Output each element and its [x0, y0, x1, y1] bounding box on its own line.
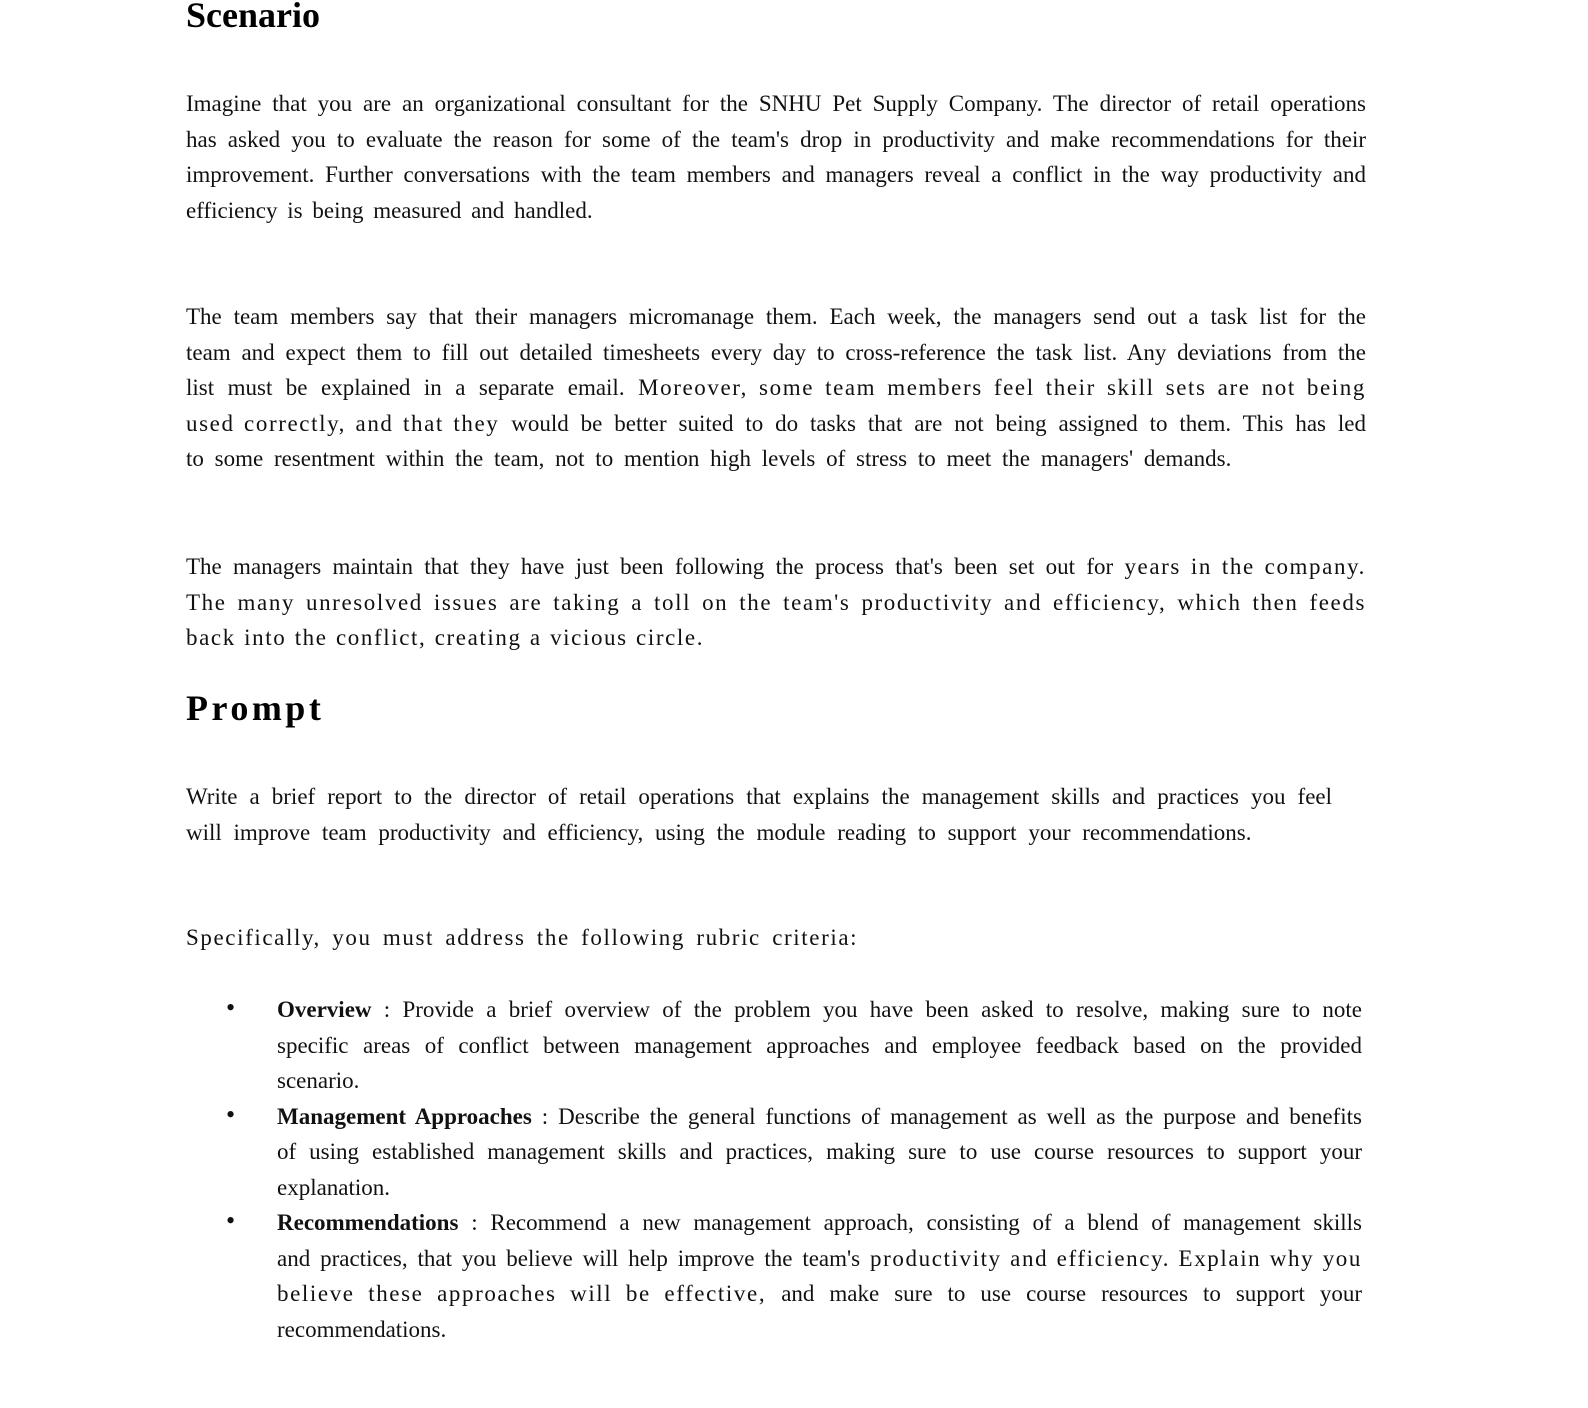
criteria-text: : Describe the general functions of management as well as the purpose and benefits of using established management skills and practices, making sure to use course resources to support your explanation. — [277, 1103, 1363, 1200]
criteria-text: : Provide a brief overview of the problem you have been asked to resolve, making sure to note specific areas of conflict between management approaches and employee feedback based on the provided scenario. — [277, 997, 1363, 1093]
scenario-paragraph-2-part-a: The team members say that their managers micromanage them. Each week, the managers send out a task list for the team and expect them to fill out detailed timesheets every day to cross-reference the task list. Any deviations from the list must be explained in a separate email. — [186, 304, 1366, 400]
prompt-paragraph-1: Write a brief report to the director of retail operations that explains the management skills and practices you feel will improve team productivity and efficiency, using the module reading to support your recommendations. — [186, 784, 1332, 845]
scenario-paragraph-3-part-a: The managers maintain that they have just been following the process that's been set out for — [186, 554, 1114, 579]
criteria-text-part-b: productivity and efficiency. Explain why you believe these approaches will be effective, — [277, 1245, 1362, 1306]
bullet-icon: • — [226, 1099, 236, 1129]
criteria-title: Overview — [277, 997, 372, 1022]
prompt-heading: Prompt — [186, 688, 325, 728]
rubric-criteria-list — [186, 992, 1386, 1347]
criteria-text-part-c: and make sure to use course resources to support your recommendations. — [277, 1281, 1363, 1342]
scenario-heading: Scenario — [186, 0, 320, 35]
bullet-icon: • — [226, 1206, 236, 1235]
scenario-paragraph-1: Imagine that you are an organizational consultant for the SNHU Pet Supply Company. The director of retail operations has asked you to evaluate the reason for some of the team's drop in productivity and make recommendations for their improvement. Further conversations with the team members and managers reveal a conflict in the way productivity and efficiency is being measured and handled. — [186, 91, 1366, 223]
criteria-title: Recommendations — [277, 1210, 459, 1235]
criteria-item-recommendations — [186, 1205, 1362, 1347]
scenario-paragraph-2-part-c: would be better suited to do tasks that are not being assigned to them. This has led to some resentment within the team, not to mention high levels of stress to meet the managers' demands. — [186, 410, 1366, 471]
criteria-item-overview — [186, 992, 1362, 1099]
scenario-paragraph-3-part-b: years in the company. The many unresolved issues are taking a toll on the team's productivity and efficiency, which then feeds back into the conflict, creating a vicious circle. — [186, 554, 1367, 650]
criteria-item-management-approaches — [186, 1099, 1362, 1206]
prompt-paragraph-2: Specifically, you must address the following rubric criteria: — [186, 925, 859, 950]
scenario-paragraph-2 — [186, 299, 1366, 477]
bullet-icon: • — [226, 993, 236, 1022]
scenario-paragraph-3 — [186, 549, 1366, 656]
criteria-title: Management Approaches — [277, 1103, 532, 1129]
criteria-text-part-a: : Recommend a new management approach, consisting of a blend of management skills and practices, that you believe will help improve the team's — [277, 1210, 1363, 1271]
scenario-paragraph-2-part-b: Moreover, some team members feel their skill sets are not being used correctly, and that they — [186, 375, 1366, 436]
